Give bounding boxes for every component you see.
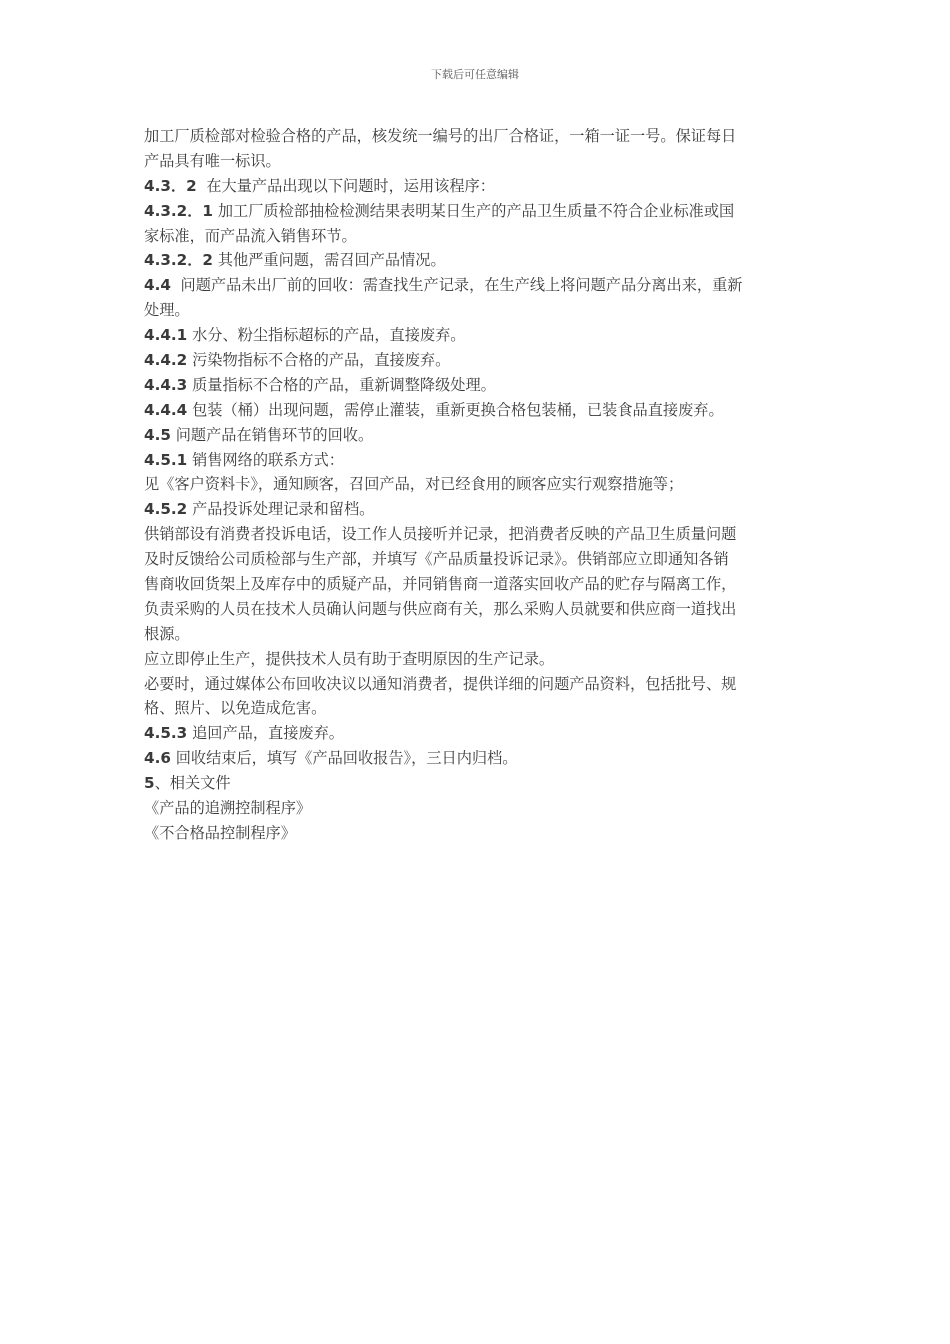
document-body	[144, 124, 808, 846]
line-text: 加工厂质检部抽检检测结果表明某日生产的产品卫生质量不符合企业标准或国	[213, 201, 735, 220]
line-text: 《不合格品控制程序》	[144, 823, 296, 842]
line-text: 产品具有唯一标识。	[144, 151, 281, 170]
line-text: 《产品的追溯控制程序》	[144, 799, 312, 818]
line-text: 加工厂质检部对检验合格的产品，核发统一编号的出厂合格证，一箱一证一号。保证每日	[144, 127, 737, 145]
paragraph-line	[144, 696, 808, 721]
paragraph-line	[144, 398, 808, 423]
paragraph-line	[144, 472, 808, 497]
section-number: 4.4	[144, 276, 171, 295]
section-number: 4.4.2	[144, 351, 188, 370]
line-text: 格、照片、以免造成危害。	[144, 699, 327, 718]
paragraph-line	[144, 423, 808, 448]
paragraph-line	[144, 248, 808, 273]
paragraph-line	[144, 497, 808, 522]
line-text: 问题产品未出厂前的回收：需查找生产记录，在生产线上将问题产品分离出来，重新	[170, 276, 743, 295]
line-text: 、相关文件	[154, 774, 231, 793]
line-text: 质量指标不合格的产品，重新调整降级处理。	[187, 375, 496, 394]
paragraph-line	[144, 199, 808, 224]
section-number: 4.6	[144, 749, 171, 768]
paragraph-line	[144, 622, 808, 647]
section-number: 5	[144, 774, 155, 793]
line-text: 必要时，通过媒体公布回收决议以通知消费者，提供详细的问题产品资料，包括批号、规	[144, 674, 737, 693]
section-number: 4.5.2	[144, 500, 188, 519]
line-text: 在大量产品出现以下问题时，运用该程序：	[196, 176, 495, 195]
paragraph-line	[144, 672, 808, 697]
paragraph-line	[144, 721, 808, 746]
paragraph-line	[144, 224, 808, 249]
line-text: 应立即停止生产，提供技术人员有助于查明原因的生产记录。	[144, 649, 555, 668]
line-text: 售商收回货架上及库存中的质疑产品，并同销售商一道落实回收产品的贮存与隔离工作，	[144, 575, 737, 594]
paragraph-line	[144, 746, 808, 771]
line-text: 见《客户资料卡》，通知顾客，召回产品，对已经食用的顾客应实行观察措施等；	[144, 475, 684, 494]
page-header: 下载后可任意编辑	[431, 68, 519, 81]
paragraph-line	[144, 273, 808, 298]
line-text: 追回产品，直接废弃。	[187, 724, 344, 743]
line-text: 其他严重问题，需召回产品情况。	[213, 251, 446, 270]
paragraph-line	[144, 597, 808, 622]
paragraph-line	[144, 547, 808, 572]
line-text: 家标准，而产品流入销售环节。	[144, 226, 357, 245]
line-text: 产品投诉处理记录和留档。	[187, 500, 375, 519]
paragraph-line	[144, 796, 808, 821]
line-text: 销售网络的联系方式：	[187, 450, 344, 469]
paragraph-line	[144, 298, 808, 323]
paragraph-line	[144, 771, 808, 796]
paragraph-line	[144, 821, 808, 846]
line-text: 负责采购的人员在技术人员确认问题与供应商有关，那么采购人员就要和供应商一道找出	[144, 599, 737, 618]
line-text: 根源。	[144, 624, 190, 643]
section-number: 4.4.1	[144, 326, 188, 345]
line-text: 及时反馈给公司质检部与生产部，并填写《产品质量投诉记录》。供销部应立即通知各销	[144, 550, 729, 569]
paragraph-line	[144, 174, 808, 199]
paragraph-line	[144, 522, 808, 547]
line-text: 包装（桶）出现问题，需停止灌装，重新更换合格包装桶，已装食品直接废弃。	[187, 400, 724, 419]
paragraph-line	[144, 572, 808, 597]
paragraph-line	[144, 149, 808, 174]
paragraph-line	[144, 124, 808, 149]
paragraph-line	[144, 373, 808, 398]
paragraph-line	[144, 647, 808, 672]
paragraph-line	[144, 323, 808, 348]
line-text: 污染物指标不合格的产品，直接废弃。	[187, 351, 451, 370]
line-text: 回收结束后，填写《产品回收报告》，三日内归档。	[170, 749, 518, 768]
section-number: 4.3.2．2	[144, 251, 213, 270]
line-text: 问题产品在销售环节的回收。	[170, 425, 374, 444]
paragraph-line	[144, 448, 808, 473]
line-text: 处理。	[144, 301, 190, 320]
line-text: 供销部设有消费者投诉电话，设工作人员接听并记录，把消费者反映的产品卫生质量问题	[144, 525, 737, 544]
section-number: 4.5	[144, 425, 171, 444]
section-number: 4.5.3	[144, 724, 188, 743]
section-number: 4.5.1	[144, 450, 188, 469]
line-text: 水分、粉尘指标超标的产品，直接废弃。	[187, 326, 466, 345]
section-number: 4.4.4	[144, 400, 188, 419]
section-number: 4.3.2．1	[144, 201, 213, 220]
section-number: 4.4.3	[144, 375, 188, 394]
section-number: 4.3．2	[144, 176, 197, 195]
paragraph-line	[144, 348, 808, 373]
